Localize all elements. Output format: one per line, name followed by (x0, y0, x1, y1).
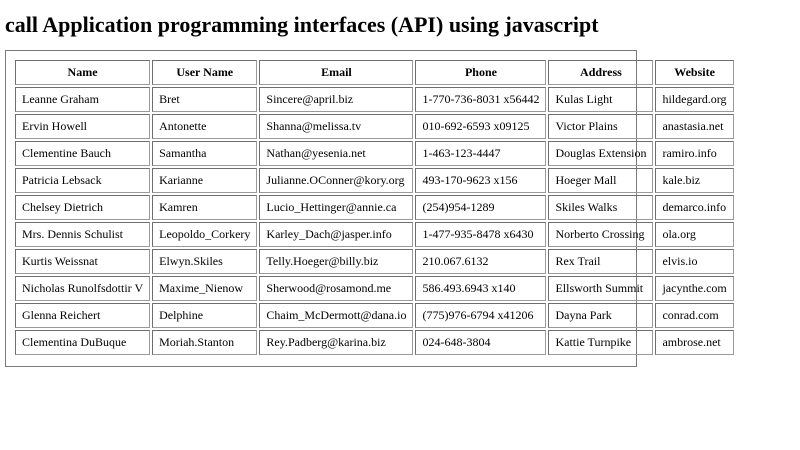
cell-phone: (254)954-1289 (415, 195, 546, 220)
table-row (15, 330, 734, 355)
table-row (15, 249, 734, 274)
cell-website: jacynthe.com (655, 276, 733, 301)
cell-name: Chelsey Dietrich (15, 195, 150, 220)
users-table-body (15, 87, 734, 355)
column-header-username: User Name (152, 60, 257, 85)
cell-phone: 493-170-9623 x156 (415, 168, 546, 193)
cell-address: Norberto Crossing (548, 222, 653, 247)
column-header-phone: Phone (415, 60, 546, 85)
column-header-email: Email (259, 60, 413, 85)
cell-name: Mrs. Dennis Schulist (15, 222, 150, 247)
cell-username: Samantha (152, 141, 257, 166)
cell-username: Elwyn.Skiles (152, 249, 257, 274)
table-row (15, 87, 734, 112)
table-row (15, 168, 734, 193)
cell-phone: 586.493.6943 x140 (415, 276, 546, 301)
cell-email: Nathan@yesenia.net (259, 141, 413, 166)
cell-address: Douglas Extension (548, 141, 653, 166)
cell-name: Clementine Bauch (15, 141, 150, 166)
cell-email: Rey.Padberg@karina.biz (259, 330, 413, 355)
cell-website: ambrose.net (655, 330, 733, 355)
cell-name: Leanne Graham (15, 87, 150, 112)
cell-address: Rex Trail (548, 249, 653, 274)
cell-phone: (775)976-6794 x41206 (415, 303, 546, 328)
cell-email: Lucio_Hettinger@annie.ca (259, 195, 413, 220)
column-header-address: Address (548, 60, 653, 85)
cell-email: Chaim_McDermott@dana.io (259, 303, 413, 328)
cell-phone: 210.067.6132 (415, 249, 546, 274)
cell-address: Kulas Light (548, 87, 653, 112)
cell-name: Glenna Reichert (15, 303, 150, 328)
cell-email: Sincere@april.biz (259, 87, 413, 112)
cell-address: Skiles Walks (548, 195, 653, 220)
cell-website: elvis.io (655, 249, 733, 274)
cell-phone: 024-648-3804 (415, 330, 546, 355)
cell-email: Telly.Hoeger@billy.biz (259, 249, 413, 274)
cell-website: ola.org (655, 222, 733, 247)
cell-email: Karley_Dach@jasper.info (259, 222, 413, 247)
cell-name: Ervin Howell (15, 114, 150, 139)
page-title: call Application programming interfaces (API) using javascript (5, 12, 599, 37)
cell-website: anastasia.net (655, 114, 733, 139)
cell-phone: 1-463-123-4447 (415, 141, 546, 166)
cell-username: Moriah.Stanton (152, 330, 257, 355)
cell-website: demarco.info (655, 195, 733, 220)
cell-username: Karianne (152, 168, 257, 193)
table-row (15, 114, 734, 139)
cell-website: conrad.com (655, 303, 733, 328)
cell-username: Leopoldo_Corkery (152, 222, 257, 247)
cell-address: Ellsworth Summit (548, 276, 653, 301)
cell-username: Bret (152, 87, 257, 112)
cell-address: Dayna Park (548, 303, 653, 328)
cell-phone: 1-770-736-8031 x56442 (415, 87, 546, 112)
table-row (15, 303, 734, 328)
cell-name: Clementina DuBuque (15, 330, 150, 355)
cell-website: ramiro.info (655, 141, 733, 166)
users-table (13, 58, 736, 357)
column-header-website: Website (655, 60, 733, 85)
cell-username: Kamren (152, 195, 257, 220)
cell-website: kale.biz (655, 168, 733, 193)
cell-address: Kattie Turnpike (548, 330, 653, 355)
cell-username: Maxime_Nienow (152, 276, 257, 301)
cell-address: Victor Plains (548, 114, 653, 139)
cell-phone: 1-477-935-8478 x6430 (415, 222, 546, 247)
table-row (15, 276, 734, 301)
table-row (15, 195, 734, 220)
cell-name: Patricia Lebsack (15, 168, 150, 193)
cell-website: hildegard.org (655, 87, 733, 112)
cell-email: Sherwood@rosamond.me (259, 276, 413, 301)
users-table-container (5, 50, 727, 367)
table-header-row (15, 60, 734, 85)
table-row (15, 141, 734, 166)
cell-name: Kurtis Weissnat (15, 249, 150, 274)
cell-email: Shanna@melissa.tv (259, 114, 413, 139)
column-header-name: Name (15, 60, 150, 85)
cell-username: Delphine (152, 303, 257, 328)
table-row (15, 222, 734, 247)
cell-address: Hoeger Mall (548, 168, 653, 193)
cell-email: Julianne.OConner@kory.org (259, 168, 413, 193)
cell-phone: 010-692-6593 x09125 (415, 114, 546, 139)
cell-username: Antonette (152, 114, 257, 139)
cell-name: Nicholas Runolfsdottir V (15, 276, 150, 301)
